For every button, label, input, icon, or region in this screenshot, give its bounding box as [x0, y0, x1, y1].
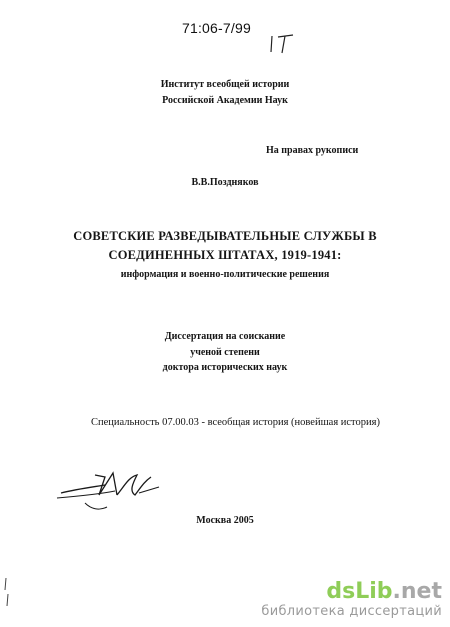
catalog-number: 71:06-7/99 [182, 20, 251, 36]
watermark-site-part2: .net [392, 579, 442, 604]
signature-icon [55, 465, 165, 520]
watermark-logo [261, 580, 442, 604]
title-subtitle: информация и военно-политические решения [120, 269, 330, 280]
institution-line-2: Российской Академии Наук [162, 95, 288, 106]
watermark-site-part1: dsLib [326, 579, 393, 604]
watermark [261, 580, 442, 620]
watermark-tagline: библиотека диссертаций [261, 604, 442, 619]
author-name: В.В.Поздняков [191, 177, 259, 188]
institution-line-1: Институт всеобщей истории [160, 79, 290, 90]
dissertation-line-1: Диссертация на соискание [164, 331, 286, 342]
title-line-2: СОЕДИНЕННЫХ ШТАТАХ, 1919-1941: [108, 248, 342, 262]
dissertation-line-2: ученой степени [190, 347, 260, 358]
title-line-1: СОВЕТСКИЕ РАЗВЕДЫВАТЕЛЬНЫЕ СЛУЖБЫ В [73, 229, 377, 243]
margin-mark-icon [3, 576, 11, 616]
city-year: Москва 2005 [196, 515, 254, 526]
manuscript-rights: На правах рукописи [266, 145, 359, 156]
dissertation-line-3: доктора исторических наук [162, 362, 288, 373]
specialty-line: Специальность 07.00.03 - всеобщая история (новейшая история) [91, 417, 380, 428]
handwritten-mark-icon [268, 32, 298, 56]
